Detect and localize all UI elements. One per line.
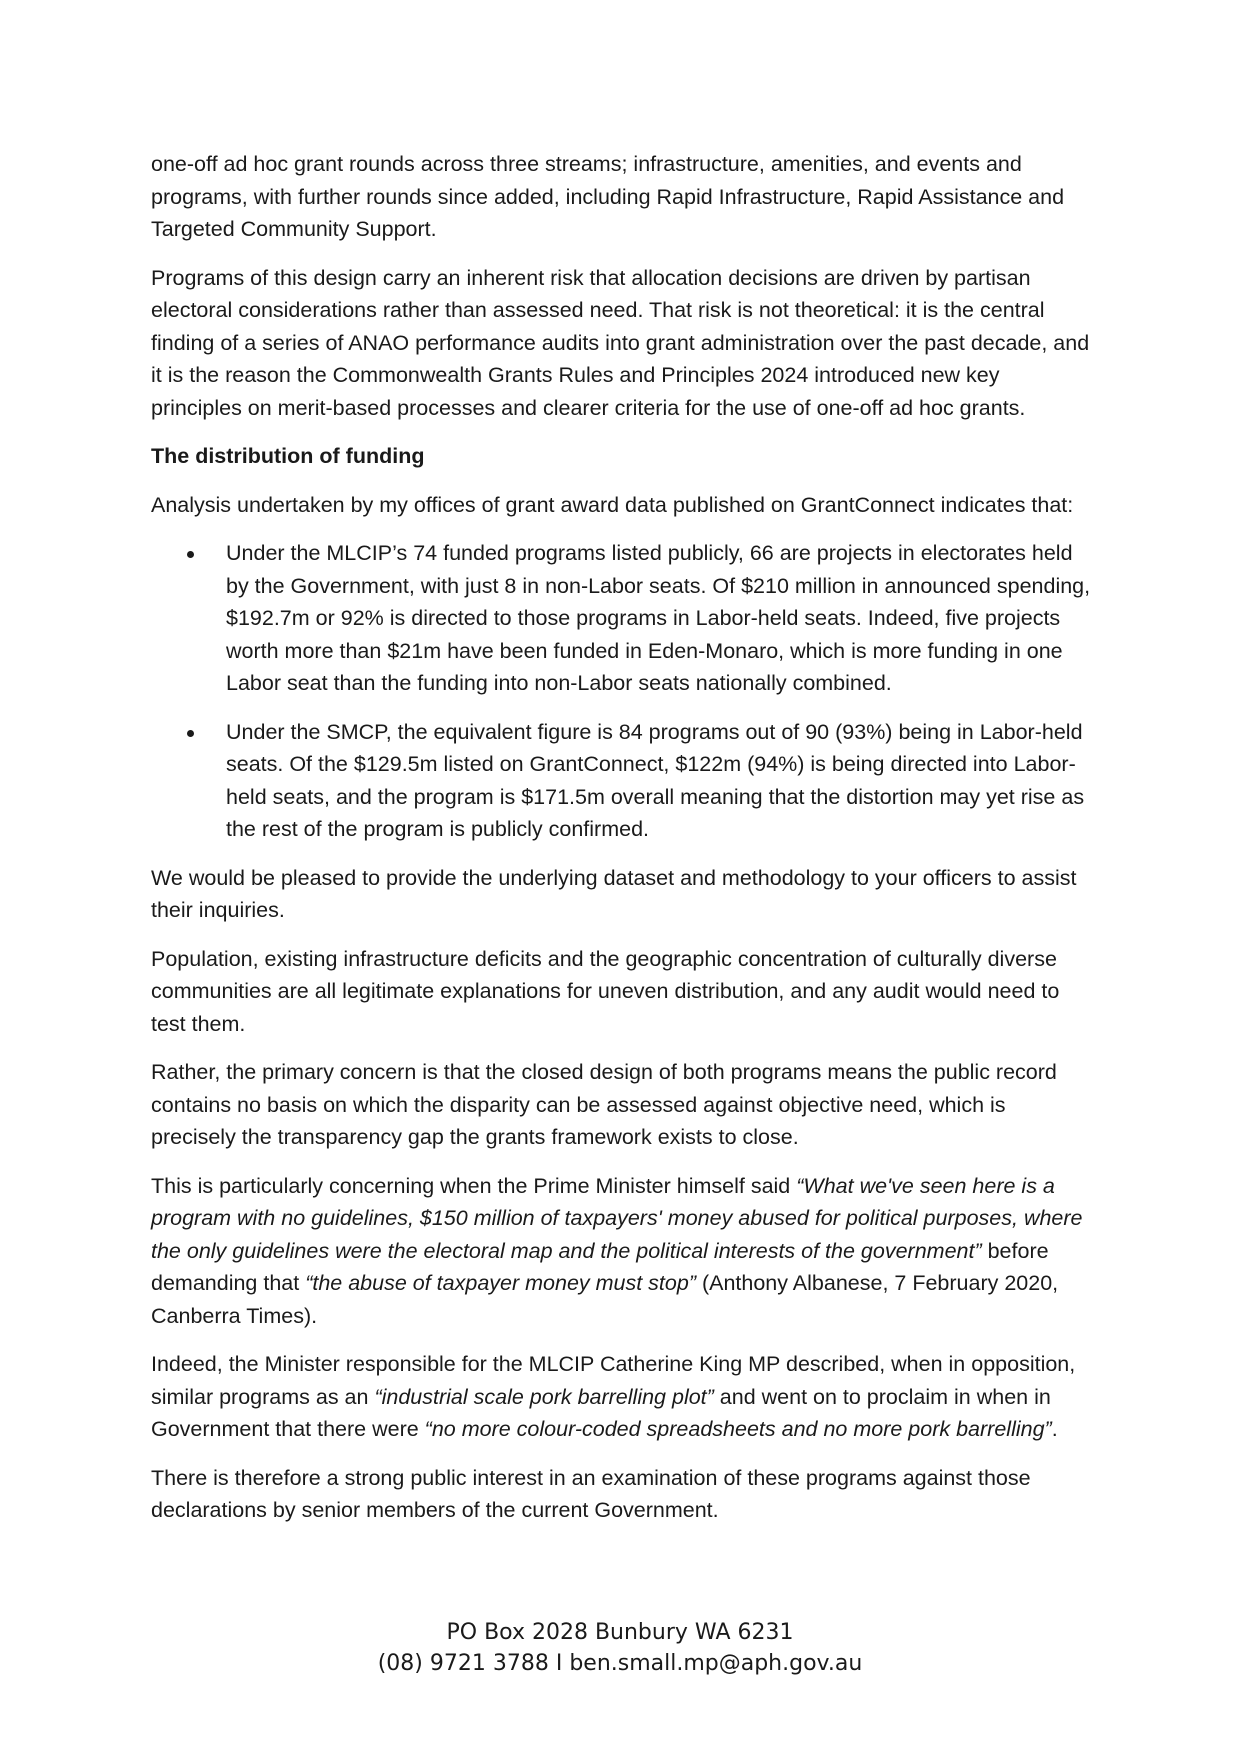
letter-body xyxy=(151,148,1096,1543)
text-run: before demanding that xyxy=(151,1238,1049,1295)
bullet-icon xyxy=(187,551,194,558)
list-item-text: Under the MLCIP’s 74 funded programs listed publicly, 66 are projects in electorates held by the Government, with just 8 in non-Labor seats. Of $210 million in announced spending, $192.7m or 92% is directed to those programs in Labor-held seats. Indeed, five projects worth more than $21m have been funded in Eden-Monaro, which is more funding in one Labor seat than the funding into non-Labor seats nationally combined. xyxy=(226,541,1091,695)
paragraph-dataset-offer: We would be pleased to provide the underlying dataset and methodology to your officers to assist their inquiries. xyxy=(151,865,1077,922)
quote-text: “industrial scale pork barrelling plot” xyxy=(374,1384,714,1409)
list-item xyxy=(151,537,1096,700)
findings-list xyxy=(151,537,1096,846)
footer-address: PO Box 2028 Bunbury WA 6231 xyxy=(446,1620,794,1645)
paragraph-minister-quote xyxy=(151,1348,1096,1446)
text-run: (Anthony Albanese, 7 February 2020, Canberra Times). xyxy=(151,1271,1059,1328)
paragraph-inherent-risk: Programs of this design carry an inherent risk that allocation decisions are driven by partisan electoral considerations rather than assessed need. That risk is not theoretical: it is the central finding of a series of ANAO performance audits into grant administration over the past decade, and it is the reason the Commonwealth Grants Rules and Principles 2024 introduced new key principles on merit-based processes and clearer criteria for the use of one-off ad hoc grants. xyxy=(151,265,1090,420)
quote-text: “What we've seen here is a program with no guidelines, $150 million of taxpayers' money abused for political purposes, where the only guidelines were the electoral map and the political interests of the government” xyxy=(151,1173,1083,1263)
paragraph-analysis-intro: Analysis undertaken by my offices of grant award data published on GrantConnect indicates that: xyxy=(151,492,1074,517)
quote-text: “no more colour-coded spreadsheets and no more pork barrelling” xyxy=(424,1417,1052,1441)
text-run: Indeed, the Minister responsible for the MLCIP Catherine King MP described, when in opposition, similar programs as an xyxy=(151,1352,1076,1409)
paragraph-public-interest: There is therefore a strong public interest in an examination of these programs against those declarations by senior members of the current Government. xyxy=(151,1465,1031,1522)
paragraph-explanations: Population, existing infrastructure deficits and the geographic concentration of culturally diverse communities are all legitimate explanations for uneven distribution, and any audit would need to test them. xyxy=(151,946,1060,1036)
paragraph-pm-quote xyxy=(151,1170,1096,1333)
section-heading: The distribution of funding xyxy=(151,444,425,468)
bullet-icon xyxy=(187,730,194,737)
list-item-text: Under the SMCP, the equivalent figure is 84 programs out of 90 (93%) being in Labor-held seats. Of the $129.5m listed on GrantConnect, $122m (94%) is being directed into Labor-held seats, and the program is $171.5m overall meaning that the distortion may yet rise as the rest of the program is publicly confirmed. xyxy=(226,719,1085,841)
paragraph-grant-rounds: one-off ad hoc grant rounds across three streams; infrastructure, amenities, and events and programs, with further rounds since added, including Rapid Infrastructure, Rapid Assistance and Targeted Community Support. xyxy=(151,152,1065,241)
text-run: and went on to proclaim in when in Government that there were xyxy=(151,1384,1051,1441)
page-footer xyxy=(0,1617,1240,1679)
text-run: . xyxy=(1051,1417,1058,1441)
text-run: This is particularly concerning when the Prime Minister himself said xyxy=(151,1173,797,1198)
paragraph-primary-concern: Rather, the primary concern is that the closed design of both programs means the public record contains no basis on which the disparity can be assessed against objective need, which is precisely the transparency gap the grants framework exists to close. xyxy=(151,1060,1057,1149)
footer-contact: (08) 9721 3788 I ben.small.mp@aph.gov.au xyxy=(377,1651,863,1676)
quote-text: “the abuse of taxpayer money must stop” xyxy=(305,1271,696,1295)
list-item xyxy=(151,716,1096,846)
